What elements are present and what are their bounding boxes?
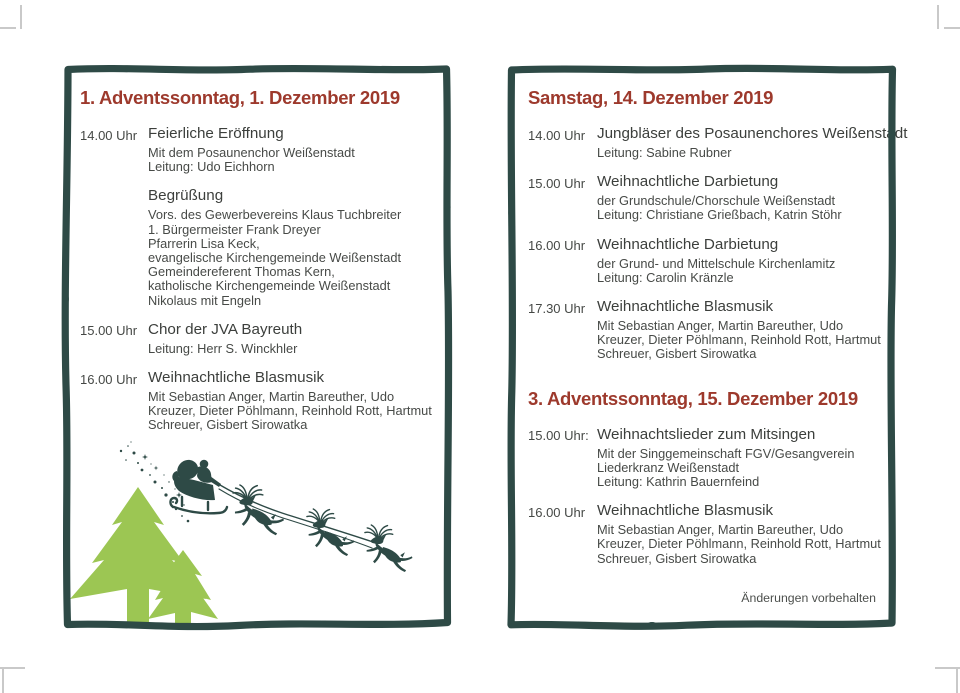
- event-row: [528, 425, 884, 490]
- event-detail-line: Mit dem Posaunenchor Weißenstadt: [148, 145, 355, 160]
- event-title: Chor der JVA Bayreuth: [148, 320, 303, 338]
- fir-trees: [70, 487, 218, 627]
- event-detail-line: katholische Kirchengemeinde Weißenstadt: [148, 278, 391, 294]
- event-detail-line: Nikolaus mit Engeln: [148, 292, 262, 308]
- event-title: Weihnachtslieder zum Mitsingen: [597, 425, 816, 443]
- event-detail-line: Mit Sebastian Anger, Martin Bareuther, Udo: [148, 389, 395, 405]
- event-row: [528, 124, 908, 160]
- page-left-content: [58, 61, 456, 433]
- crop-mark: [956, 667, 958, 693]
- event-detail-line: Schreuer, Gisbert Sirowatka: [148, 417, 308, 433]
- event-detail-line: der Grundschule/Chorschule Weißenstadt: [597, 193, 836, 209]
- page-right-content: [502, 61, 908, 566]
- event-row: [528, 297, 884, 362]
- event-detail-line: Schreuer, Gisbert Sirowatka: [597, 346, 757, 362]
- event-time: 16.00 Uhr: [528, 238, 586, 254]
- event-title: Weihnachtliche Blasmusik: [597, 298, 774, 316]
- event-time: 16.00 Uhr: [80, 371, 138, 387]
- crop-mark: [2, 667, 4, 693]
- event-time: 14.00 Uhr: [528, 127, 586, 143]
- event-detail-line: Liederkranz Weißenstadt: [597, 459, 740, 475]
- crop-mark: [0, 27, 16, 29]
- section-heading: 1. Adventssonntag, 1. Dezember 2019: [80, 87, 400, 108]
- event-time: 15.00 Uhr: [80, 323, 138, 339]
- event-title: Weihnachtliche Darbietung: [597, 235, 779, 253]
- event-time: 15.00 Uhr: [528, 175, 586, 191]
- reindeer: [233, 485, 284, 535]
- event-detail-line: Kreuzer, Dieter Pöhlmann, Reinhold Rott, Hartmut: [597, 332, 881, 348]
- event-row: [80, 186, 438, 307]
- event-time: 14.00 Uhr: [80, 127, 138, 143]
- santa-sleigh: [170, 460, 227, 514]
- event-detail-line: evangelische Kirchengemeinde Weißenstadt: [148, 250, 402, 266]
- reindeer: [307, 509, 355, 556]
- event-title: Weihnachtliche Blasmusik: [148, 369, 325, 387]
- section-heading: 3. Adventssonntag, 15. Dezember 2019: [528, 387, 858, 409]
- program-section: [528, 87, 908, 362]
- event-detail-line: Kreuzer, Dieter Pöhlmann, Reinhold Rott, Hartmut: [148, 403, 432, 419]
- event-detail-line: Leitung: Christiane Grießbach, Katrin Stöhr: [597, 207, 842, 223]
- program-page-right: [502, 61, 908, 632]
- event-detail-line: Mit Sebastian Anger, Martin Bareuther, Udo: [597, 522, 844, 538]
- event-detail-line: Leitung: Sabine Rubner: [597, 145, 732, 160]
- event-title: Feierliche Eröffnung: [148, 125, 284, 142]
- program-page-left: [58, 61, 456, 632]
- event-row: [528, 172, 884, 222]
- event-detail-line: Pfarrerin Lisa Keck,: [148, 235, 260, 251]
- event-detail-line: Mit Sebastian Anger, Martin Bareuther, Udo: [597, 318, 844, 334]
- event-detail-line: der Grund- und Mittelschule Kirchenlamitz: [597, 255, 836, 271]
- event-time: 15.00 Uhr:: [528, 428, 589, 444]
- event-row: [528, 235, 884, 285]
- event-time: 16.00 Uhr: [528, 504, 586, 520]
- event-time: [80, 186, 148, 188]
- event-row: [528, 501, 884, 566]
- section-heading: Samstag, 14. Dezember 2019: [528, 87, 774, 108]
- event-detail-line: Leitung: Udo Eichhorn: [148, 159, 275, 175]
- event-detail-line: Schreuer, Gisbert Sirowatka: [597, 550, 757, 566]
- event-title: Weihnachtliche Darbietung: [597, 173, 779, 191]
- event-title: Jungbläser des Posaunenchores Weißenstadt: [597, 125, 908, 142]
- event-title: Weihnachtliche Blasmusik: [597, 502, 774, 520]
- crop-mark: [937, 5, 939, 29]
- event-detail-line: Vors. des Gewerbevereins Klaus Tuchbreiter: [148, 207, 402, 223]
- event-row: [80, 368, 438, 433]
- program-section: [80, 87, 438, 433]
- crop-mark: [944, 27, 960, 29]
- event-detail-line: 1. Bürgermeister Frank Dreyer: [148, 221, 321, 237]
- event-title: Begrüßung: [148, 187, 224, 205]
- event-detail-line: Mit der Singgemeinschaft FGV/Gesangverein: [597, 445, 855, 461]
- event-detail-line: Leitung: Kathrin Bauernfeind: [597, 474, 760, 490]
- event-detail-line: Kreuzer, Dieter Pöhlmann, Reinhold Rott, Hartmut: [597, 536, 881, 552]
- event-detail-line: Leitung: Carolin Kränzle: [597, 269, 734, 285]
- event-detail-line: Gemeindereferent Thomas Kern,: [148, 264, 335, 280]
- event-time: 17.30 Uhr: [528, 300, 586, 316]
- crop-mark: [0, 667, 25, 669]
- footer-note: Änderungen vorbehalten: [741, 591, 876, 605]
- event-detail-line: Leitung: Herr S. Winckhler: [148, 340, 298, 356]
- event-row: [80, 124, 438, 174]
- crop-mark: [935, 667, 960, 669]
- crop-mark: [20, 5, 22, 29]
- event-row: [80, 320, 438, 356]
- program-section: [528, 388, 884, 566]
